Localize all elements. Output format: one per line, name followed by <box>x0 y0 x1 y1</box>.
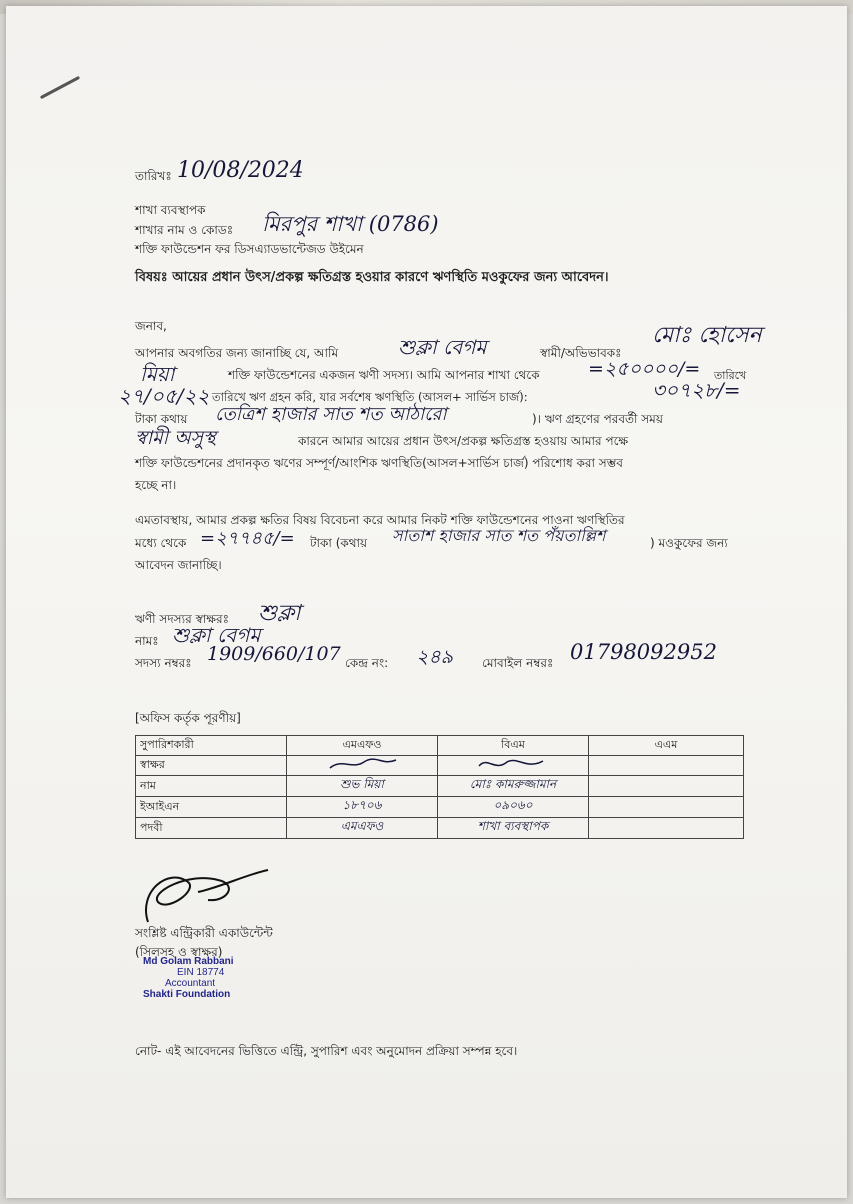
table-cell: এমএফও <box>287 818 438 839</box>
para1-line5: কারনে আমার আয়ের প্রধান উৎস/প্রকল্প ক্ষতিগ্রস্ত হওয়ায় আমার পক্ষে <box>298 434 629 448</box>
row-label: পদবী <box>136 818 287 839</box>
table-cell: মোঃ কামরুজ্জামান <box>438 776 589 797</box>
table-row <box>136 776 744 797</box>
taka-words-label: টাকা কথায় <box>135 412 188 426</box>
header-cell: সুপারিশকারী <box>136 736 287 756</box>
para2-post: ) মওকুফের জন্য <box>650 536 728 550</box>
balance-words-hw: তেত্রিশ হাজার সাত শত আঠারো <box>215 404 447 425</box>
subject-line: বিষয়ঃ আয়ের প্রধান উৎস/প্রকল্প ক্ষতিগ্রস্ত হওয়ার কারণে ঋণস্থিতি মওকুফের জন্য আবেদন। <box>135 270 609 285</box>
table-cell <box>589 776 744 797</box>
accountant-signature <box>128 862 278 932</box>
office-table <box>135 735 744 839</box>
header-cell: বিএম <box>438 736 589 756</box>
loan-amount-hw: =২৫০০০০/= <box>588 358 701 380</box>
table-cell: ০৯০৬০ <box>438 797 589 818</box>
accountant-title: সংশ্লিষ্ট এন্ট্রিকারী একাউন্টেন্ট <box>135 926 273 940</box>
para1-line1: আপনার অবগতির জন্য জানাচ্ছি যে, আমি <box>135 346 339 360</box>
manager-label: শাখা ব্যবস্থাপক <box>135 203 206 217</box>
table-row <box>136 756 744 776</box>
member-name-label: নামঃ <box>135 634 159 648</box>
guardian-label: স্বামী/অভিভাবকঃ <box>540 346 622 360</box>
signature-cell <box>287 756 438 776</box>
table-row <box>136 797 744 818</box>
table-row <box>136 818 744 839</box>
para1-line2: শক্তি ফাউন্ডেশনের একজন ঋণী সদস্য। আমি আপনার শাখা থেকে <box>228 368 540 382</box>
center-hw: ২৪৯ <box>416 646 454 668</box>
salutation: জনাব, <box>135 319 167 333</box>
para1-line4: )। ঋণ গ্রহণের পরবর্তী সময় <box>532 412 663 426</box>
header-cell: এমএফও <box>287 736 438 756</box>
header-cell: এএম <box>589 736 744 756</box>
mobile-label: মোবাইল নম্বরঃ <box>482 656 554 670</box>
table-header-row <box>136 736 744 756</box>
member-no-hw: 1909/660/107 <box>207 643 341 665</box>
footer-note: নোট- এই আবেদনের ভিত্তিতে এন্ট্রি, সুপারিশ এবং অনুমোদন প্রক্রিয়া সম্পন্ন হবে। <box>135 1044 518 1058</box>
member-sign-hw: শুক্লা <box>258 601 301 626</box>
mfo-signature <box>322 756 402 772</box>
stamp-ein: EIN 18774 <box>177 967 225 978</box>
branch-value: মিরপুর শাখা (0786) <box>262 212 439 236</box>
reason-hw: স্বামী অসুস্থ <box>135 427 216 449</box>
para1-line3: তারিখে ঋণ গ্রহন করি, যার সর্বশেষ ঋণস্থিতি (আসল+ সার্ভিস চার্জ): <box>212 390 528 404</box>
document-page <box>6 6 847 1198</box>
date-label: তারিখঃ <box>135 169 172 183</box>
stamp-name: Md Golam Rabbani <box>143 956 234 967</box>
org-line: শক্তি ফাউন্ডেশন ফর ডিসএ্যাডভান্টেজড উইমেন <box>135 242 364 256</box>
bm-signature <box>473 756 553 772</box>
mobile-hw: 01798092952 <box>570 640 717 664</box>
guardian-hw-2: মিয়া <box>140 362 175 386</box>
accountant-sub: (সিলসহ ও স্বাক্ষর) <box>135 945 223 959</box>
table-cell: শুভ মিয়া <box>287 776 438 797</box>
para1-line7: হচ্ছে না। <box>135 478 177 492</box>
table-cell <box>589 756 744 776</box>
para2-line3: আবেদন জানাচ্ছি। <box>135 558 222 572</box>
table-cell: শাখা ব্যবস্থাপক <box>438 818 589 839</box>
para2-pre: মধ্যে থেকে <box>135 536 187 550</box>
pen-mark <box>40 76 80 99</box>
waiver-amount-hw: =২৭৭৪৫/= <box>200 528 295 549</box>
table-cell: ১৮৭০৬ <box>287 797 438 818</box>
table-cell <box>589 797 744 818</box>
para2-mid: টাকা (কথায় <box>310 536 368 550</box>
branch-label: শাখার নাম ও কোডঃ <box>135 223 234 237</box>
office-caption: [অফিস কর্তৃক পূরণীয়] <box>135 711 241 725</box>
row-label: ইআইএন <box>136 797 287 818</box>
member-no-label: সদস্য নম্বরঃ <box>135 656 192 670</box>
stamp-org: Shakti Foundation <box>143 989 231 1000</box>
para1-line6: শক্তি ফাউন্ডেশনের প্রদানকৃত ঋণের সম্পূর্ণ/আংশিক ঋণস্থিতি(আসল+সার্ভিস চার্জ) পরিশোধ করা সম্ভব <box>135 456 623 470</box>
date-value: 10/08/2024 <box>177 158 304 183</box>
row-label: নাম <box>136 776 287 797</box>
stamp-title: Accountant <box>165 978 216 989</box>
center-label: কেন্দ্র নং: <box>345 656 389 670</box>
waiver-words-hw: সাতাশ হাজার সাত শত পঁয়তাল্লিশ <box>392 526 606 545</box>
member-name-hw: শুক্লা বেগম <box>398 335 487 359</box>
row-label: স্বাক্ষর <box>136 756 287 776</box>
guardian-hw: মোঃ হোসেন <box>652 323 762 348</box>
member-sign-label: ঋণী সদস্যর স্বাক্ষরঃ <box>135 612 229 626</box>
loan-date-hw: ২৭/০৫/২২ <box>118 384 210 408</box>
date-inline-label: তারিখে <box>714 369 747 382</box>
table-cell <box>589 818 744 839</box>
member-name-sign-hw: শুক্লা বেগম <box>172 623 261 647</box>
signature-cell <box>438 756 589 776</box>
balance-hw: ৩০৭২৮/= <box>652 378 741 402</box>
para2-line1: এমতাবস্থায়, আমার প্রকল্প ক্ষতির বিষয় বিবেচনা করে আমার নিকট শক্তি ফাউন্ডেশনের পাওনা ঋণস্থিতির <box>135 513 625 527</box>
accountant-stamp <box>143 956 234 1000</box>
